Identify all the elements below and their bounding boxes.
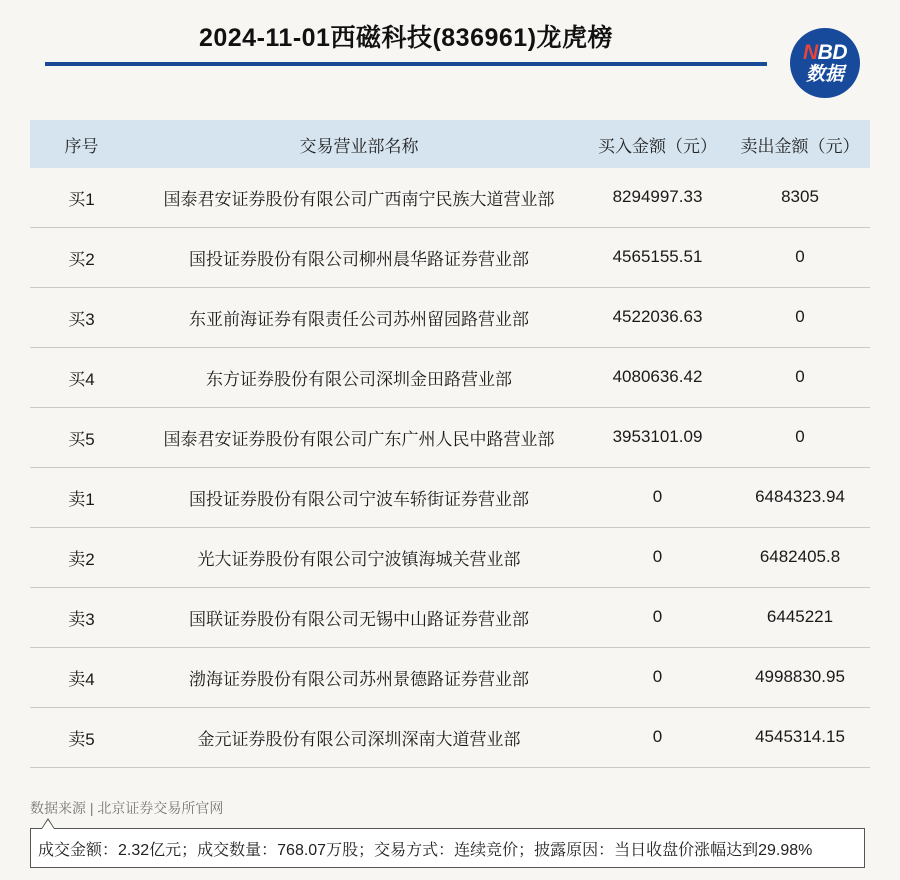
row-buy: 4565155.51 bbox=[612, 247, 703, 266]
logo-line1 bbox=[803, 42, 847, 63]
trade-summary-note: 成交金额：2.32亿元；成交数量：768.07万股；交易方式：连续竞价；披露原因：当日收盘价涨幅达到29.98% bbox=[30, 828, 865, 868]
header-branch-name: 交易营业部名称 bbox=[299, 136, 419, 156]
row-index: 卖1 bbox=[68, 489, 95, 509]
row-branch: 国联证券股份有限公司无锡中山路证券营业部 bbox=[189, 609, 529, 629]
row-branch: 渤海证券股份有限公司苏州景德路证券营业部 bbox=[189, 669, 529, 689]
table-header-row bbox=[30, 120, 870, 168]
dragon-tiger-table bbox=[30, 120, 870, 768]
row-sell: 0 bbox=[795, 307, 805, 326]
row-index: 卖5 bbox=[68, 729, 95, 749]
table-row bbox=[30, 467, 870, 527]
row-index: 卖3 bbox=[68, 609, 95, 629]
row-branch: 国投证券股份有限公司宁波车轿街证券营业部 bbox=[189, 489, 529, 509]
row-index: 买4 bbox=[68, 369, 95, 389]
row-sell: 0 bbox=[795, 247, 805, 266]
row-buy: 0 bbox=[652, 487, 663, 506]
row-branch: 金元证券股份有限公司深圳深南大道营业部 bbox=[197, 729, 521, 749]
row-buy: 3953101.09 bbox=[612, 427, 703, 446]
row-branch: 国泰君安证券股份有限公司广西南宁民族大道营业部 bbox=[163, 189, 555, 209]
row-buy: 0 bbox=[652, 667, 663, 686]
row-sell: 8305 bbox=[781, 187, 819, 207]
row-sell: 4998830.95 bbox=[755, 667, 845, 686]
logo-n: N bbox=[802, 41, 818, 64]
row-index: 买5 bbox=[68, 429, 95, 449]
row-sell: 0 bbox=[795, 427, 805, 446]
row-buy: 8294997.33 bbox=[612, 187, 703, 207]
row-branch: 东方证券股份有限公司深圳金田路营业部 bbox=[206, 369, 512, 389]
row-index: 买2 bbox=[68, 249, 95, 269]
logo-bd: BD bbox=[817, 41, 847, 64]
data-source: 数据来源 | 北京证券交易所官网 bbox=[30, 800, 224, 816]
table-row bbox=[30, 707, 870, 767]
row-branch: 国投证券股份有限公司柳州晨华路证券营业部 bbox=[189, 249, 529, 269]
title-underline bbox=[45, 62, 767, 66]
logo-line2: 数据 bbox=[805, 64, 844, 85]
row-sell: 6445221 bbox=[766, 607, 834, 626]
row-buy: 0 bbox=[652, 727, 663, 746]
table-row bbox=[30, 168, 870, 227]
table-row bbox=[30, 287, 870, 347]
row-branch: 光大证券股份有限公司宁波镇海城关营业部 bbox=[197, 549, 521, 569]
row-branch: 东亚前海证券有限责任公司苏州留园路营业部 bbox=[189, 309, 529, 329]
table-row bbox=[30, 527, 870, 587]
row-buy: 0 bbox=[652, 547, 663, 566]
header-index: 序号 bbox=[64, 136, 99, 156]
row-index: 买1 bbox=[68, 189, 95, 209]
row-sell: 0 bbox=[795, 367, 805, 386]
callout-pointer-fill bbox=[42, 820, 54, 829]
page-title: 2024-11-01西磁科技(836961)龙虎榜 bbox=[198, 24, 614, 52]
row-buy: 4080636.42 bbox=[612, 367, 703, 386]
row-index: 买3 bbox=[68, 309, 95, 329]
row-buy: 0 bbox=[652, 607, 663, 626]
table-row bbox=[30, 347, 870, 407]
table-row bbox=[30, 227, 870, 287]
table-row bbox=[30, 647, 870, 707]
row-buy: 4522036.63 bbox=[612, 307, 703, 326]
table-row bbox=[30, 407, 870, 467]
header-buy-amount: 买入金额（元） bbox=[598, 136, 717, 156]
row-index: 卖4 bbox=[68, 669, 95, 689]
row-index: 卖2 bbox=[68, 549, 95, 569]
row-sell: 6484323.94 bbox=[755, 487, 845, 506]
row-branch: 国泰君安证券股份有限公司广东广州人民中路营业部 bbox=[163, 429, 555, 449]
header-sell-amount: 卖出金额（元） bbox=[740, 136, 860, 156]
row-sell: 4545314.15 bbox=[755, 727, 845, 746]
nbd-logo bbox=[790, 28, 860, 98]
table-row bbox=[30, 587, 870, 647]
row-sell: 6482405.8 bbox=[759, 547, 841, 566]
